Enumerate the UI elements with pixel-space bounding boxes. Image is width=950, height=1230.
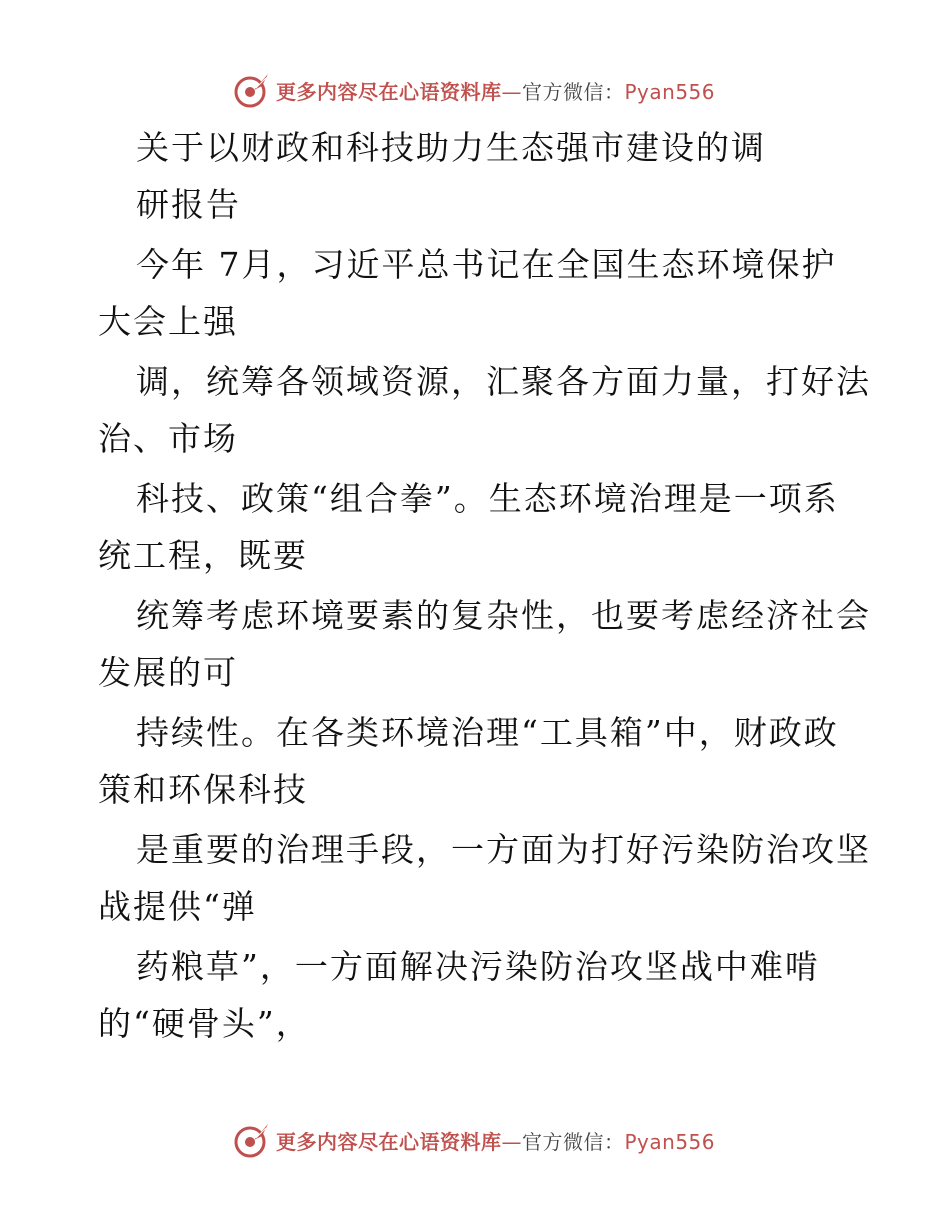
doc-line: 治、市场 bbox=[98, 419, 238, 458]
doc-line: 今年 7月，习近平总书记在全国生态环境保护 bbox=[136, 245, 837, 284]
doc-line: 的“硬骨头”， bbox=[98, 1004, 311, 1043]
footer-banner bbox=[232, 1120, 715, 1160]
doc-line: 统工程，既要 bbox=[98, 536, 308, 575]
banner-wechat-label: 官方微信： bbox=[522, 79, 625, 104]
doc-line-title-1: 关于以财政和科技助力生态强市建设的调 bbox=[136, 128, 766, 167]
doc-line: 是重要的治理手段，一方面为打好污染防治攻坚 bbox=[136, 830, 871, 869]
banner-text bbox=[276, 76, 715, 105]
doc-line: 统筹考虑环境要素的复杂性，也要考虑经济社会 bbox=[136, 596, 871, 635]
doc-line: 大会上强 bbox=[98, 302, 238, 341]
doc-line: 调，统筹各领域资源，汇聚各方面力量，打好法 bbox=[136, 362, 871, 401]
doc-line: 药粮草”，一方面解决污染防治攻坚战中难啃 bbox=[136, 947, 820, 986]
doc-line: 发展的可 bbox=[98, 653, 238, 692]
doc-line: 持续性。在各类环境治理“工具箱”中，财政政 bbox=[136, 713, 839, 752]
doc-line: 科技、政策“组合拳”。生态环境治理是一项系 bbox=[136, 479, 839, 518]
doc-line: 策和环保科技 bbox=[98, 770, 308, 809]
banner-wechat-label: 官方微信： bbox=[522, 1129, 625, 1154]
banner-text bbox=[276, 1126, 715, 1155]
doc-line-title-2: 研报告 bbox=[136, 185, 241, 224]
banner-title: 更多内容尽在心语资料库 bbox=[276, 1129, 502, 1154]
banner-wechat-id: Pyan556 bbox=[624, 79, 716, 104]
banner-title: 更多内容尽在心语资料库 bbox=[276, 79, 502, 104]
quill-logo-icon bbox=[232, 70, 272, 110]
header-banner bbox=[232, 70, 715, 110]
doc-line: 战提供“弹 bbox=[98, 887, 257, 926]
banner-dash: — bbox=[501, 1129, 522, 1154]
quill-logo-icon bbox=[232, 1120, 272, 1160]
banner-wechat-id: Pyan556 bbox=[624, 1129, 716, 1154]
banner-dash: — bbox=[501, 79, 522, 104]
